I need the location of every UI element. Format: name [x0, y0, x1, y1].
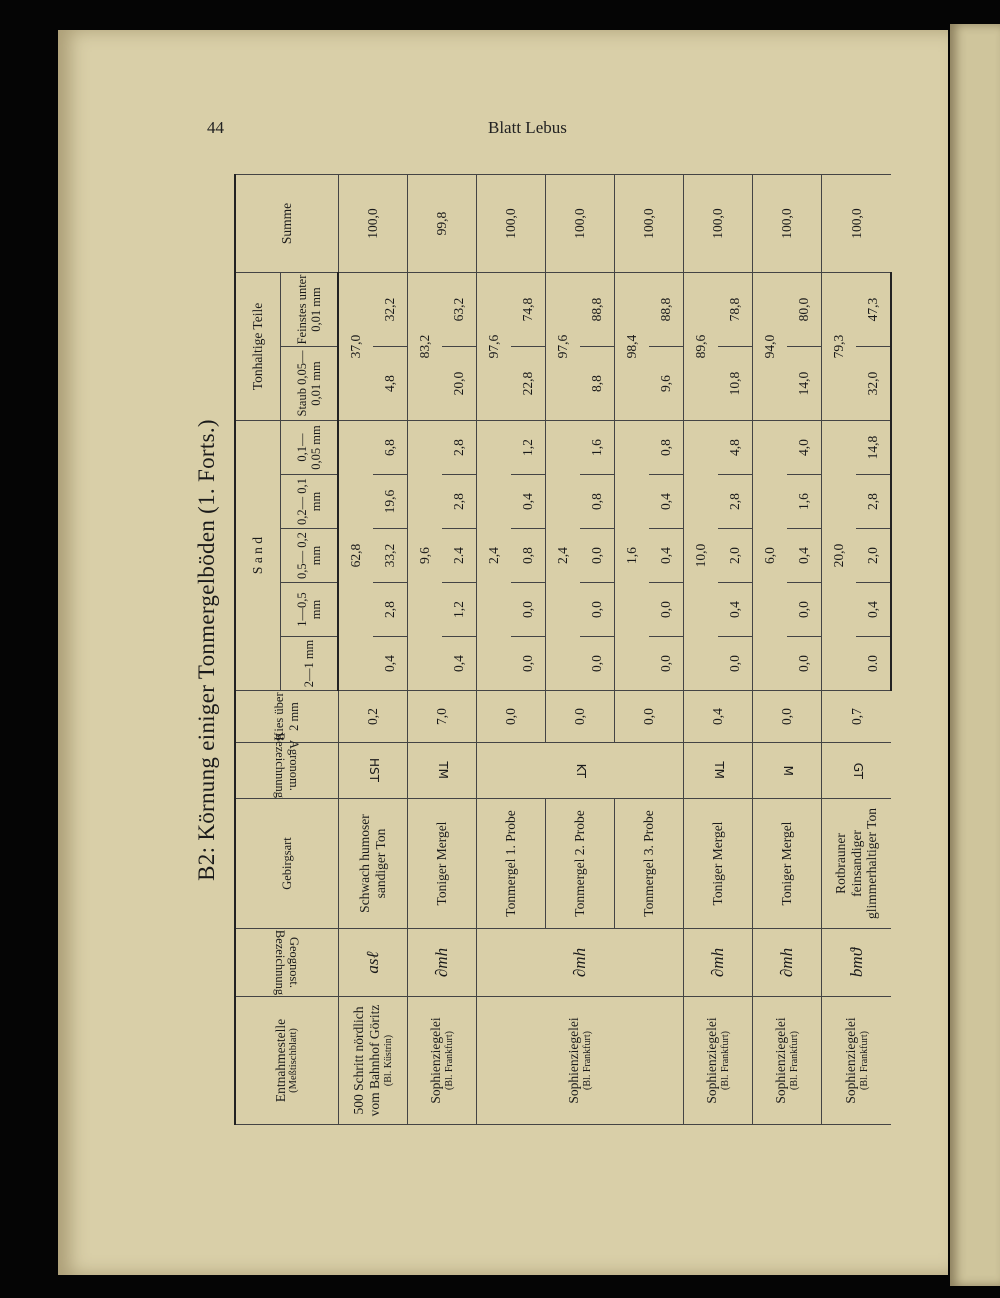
header-agro	[235, 732, 338, 799]
header-clay: Tonhaltige Teile	[235, 273, 281, 421]
geo-code-cell: ∂mh	[684, 929, 753, 997]
sand-fraction-cell: 1,2	[442, 583, 477, 637]
sand-total-cell: 6,0	[753, 421, 788, 691]
clay-total-cell: 98,4	[615, 273, 650, 421]
table-body	[338, 175, 891, 1125]
sand-fraction-cell: 0,0	[649, 637, 684, 691]
agro-code-cell-text: TM	[435, 761, 450, 780]
sum-cell: 100,0	[546, 175, 615, 273]
sand-fraction-cell: 0,4	[718, 583, 753, 637]
sand-total-cell: 2,4	[546, 421, 581, 691]
sand-fraction-cell: 4,0	[787, 421, 822, 475]
clay-fraction-cell: 47,3	[856, 273, 891, 347]
gravel-cell: 0,0	[477, 691, 546, 743]
location-sheet: (Bl. Frankfurt)	[582, 1031, 593, 1090]
sand-fraction-cell: 0,8	[649, 421, 684, 475]
geo-code-cell: ∂mh	[408, 929, 477, 997]
soil-type-cell: Tonmergel 2. Probe	[546, 799, 615, 929]
sand-total-cell: 10,0	[684, 421, 719, 691]
location-sheet: (Bl. Frankfurt)	[444, 1031, 455, 1090]
sand-fraction-cell: 0,4	[856, 583, 891, 637]
sand-total-cell: 62,8	[338, 421, 373, 691]
location-cell	[822, 997, 892, 1125]
agro-code-cell	[477, 743, 684, 799]
sand-fraction-cell: 0,0	[787, 583, 822, 637]
header-location-sub: (Meßtischblatt)	[288, 1028, 300, 1093]
sand-fraction-cell: 2,8	[442, 475, 477, 529]
sand-fraction-cell: 0,0	[580, 637, 615, 691]
table-row	[753, 175, 788, 1125]
header-geo	[235, 929, 338, 997]
clay-fraction-cell: 10,8	[718, 347, 753, 421]
header-sand-01-005: 0,1— 0,05 mm	[281, 421, 339, 475]
gravel-cell: 0,0	[615, 691, 684, 743]
clay-fraction-cell: 14,0	[787, 347, 822, 421]
sand-fraction-cell: 0,4	[511, 475, 546, 529]
sum-cell: 99,8	[408, 175, 477, 273]
header-sand-2-1: 2—1 mm	[281, 637, 339, 691]
sand-fraction-cell: 19,6	[373, 475, 408, 529]
soil-type-cell: Toniger Mergel	[753, 799, 822, 929]
location-name: Sophienziegelei	[428, 1017, 444, 1104]
header-soil: Gebirgsart	[235, 799, 338, 929]
sum-cell: 100,0	[477, 175, 546, 273]
location-cell	[684, 997, 753, 1125]
header-sand: S a n d	[235, 421, 281, 691]
location-name: 500 Schritt nördlich vom Bahnhof Göritz	[351, 1004, 382, 1117]
clay-total-cell: 94,0	[753, 273, 788, 421]
location-cell	[477, 997, 684, 1125]
agro-code-cell-text: TM	[711, 761, 726, 780]
table-row	[338, 175, 373, 1125]
agro-code-cell	[408, 743, 477, 799]
agro-code-cell	[338, 743, 408, 799]
agro-code-cell	[822, 743, 892, 799]
sand-fraction-cell: 0,4	[649, 475, 684, 529]
sand-total-cell: 2,4	[477, 421, 512, 691]
clay-total-cell: 89,6	[684, 273, 719, 421]
location-sheet: (Bl. Frankfurt)	[789, 1031, 800, 1090]
soil-type-cell: Toniger Mergel	[684, 799, 753, 929]
sand-fraction-cell: 0,4	[373, 637, 408, 691]
geo-code-cell: bmϑ	[822, 929, 892, 997]
table-caption: B2: Körnung einiger Tonmergelböden (1. Forts.)	[194, 419, 219, 881]
sum-cell: 100,0	[338, 175, 408, 273]
sum-cell: 100,0	[822, 175, 892, 273]
location-sheet: (Bl. Frankfurt)	[858, 1031, 870, 1090]
clay-total-cell: 97,6	[546, 273, 581, 421]
location-sheet: (Bl. Küstrin)	[382, 1034, 394, 1087]
clay-fraction-cell: 32,0	[856, 347, 891, 421]
soil-type-cell: Schwach humoser sandiger Ton	[338, 799, 408, 929]
location-name: Sophienziegelei	[704, 1017, 720, 1104]
location-sheet: (Bl. Frankfurt)	[720, 1031, 731, 1090]
sum-cell: 100,0	[753, 175, 822, 273]
sand-fraction-cell: 2,8	[856, 475, 891, 529]
sand-fraction-cell: 2,8	[373, 583, 408, 637]
running-title: Blatt Lebus	[488, 118, 567, 137]
location-cell	[408, 997, 477, 1125]
sand-fraction-cell: 0,0	[511, 637, 546, 691]
clay-fraction-cell: 88,8	[649, 273, 684, 347]
header-clay-fine: Feinstes unter 0,01 mm	[281, 273, 339, 347]
sand-fraction-cell: 0,8	[511, 529, 546, 583]
sum-cell: 100,0	[684, 175, 753, 273]
sand-fraction-cell: 0,4	[442, 637, 477, 691]
header-sand-1-05: 1—0,5 mm	[281, 583, 339, 637]
location-cell	[753, 997, 822, 1125]
header-geo-label: Geognost. Bezeichnung	[272, 929, 302, 996]
gravel-cell: 0,7	[822, 691, 892, 743]
sand-total-cell: 1,6	[615, 421, 650, 691]
header-clay-dust: Staub 0,05— 0,01 mm	[281, 347, 339, 421]
clay-fraction-cell: 22,8	[511, 347, 546, 421]
gravel-cell: 0,2	[338, 691, 408, 743]
sand-fraction-cell: 2.4	[442, 529, 477, 583]
header-sum: Summe	[235, 175, 338, 273]
sand-fraction-cell: 0,0	[787, 637, 822, 691]
agro-code-cell-text: M	[780, 765, 795, 776]
sand-fraction-cell: 4,8	[718, 421, 753, 475]
sand-fraction-cell: 0,0	[511, 583, 546, 637]
sand-fraction-cell: 2,8	[718, 475, 753, 529]
sand-fraction-cell: 0.0	[856, 637, 891, 691]
soil-type-cell: Tonmergel 1. Probe	[477, 799, 546, 929]
header-location-label: Entnahmestelle	[272, 1018, 288, 1103]
table-row	[408, 175, 443, 1125]
sand-fraction-cell: 0,0	[718, 637, 753, 691]
sand-fraction-cell: 0,0	[649, 583, 684, 637]
clay-total-cell: 37,0	[338, 273, 373, 421]
clay-fraction-cell: 80,0	[787, 273, 822, 347]
sand-total-cell: 20,0	[822, 421, 857, 691]
sand-fraction-cell: 1,6	[580, 421, 615, 475]
location-name: Sophienziegelei	[566, 1017, 582, 1104]
next-page-edge	[950, 24, 1000, 1286]
clay-fraction-cell: 78,8	[718, 273, 753, 347]
header-location	[235, 997, 338, 1125]
gravel-cell: 0,0	[753, 691, 822, 743]
header-agro-label: Agronom. Bezeichnung	[272, 732, 302, 799]
agro-code-cell-text: KT	[573, 763, 588, 778]
clay-total-cell: 83,2	[408, 273, 443, 421]
geo-code-cell: ∂mh	[477, 929, 684, 997]
clay-total-cell: 97,6	[477, 273, 512, 421]
geo-code-cell: asℓ	[338, 929, 408, 997]
table-header	[235, 175, 338, 1125]
soil-type-cell: Tonmergel 3. Probe	[615, 799, 684, 929]
clay-fraction-cell: 8,8	[580, 347, 615, 421]
sand-fraction-cell: 0,8	[580, 475, 615, 529]
page-number: 44	[207, 118, 224, 137]
table-row	[822, 175, 857, 1125]
soil-type-cell: Rotbrauner feinsandiger glimmerhaltiger Ton	[822, 799, 892, 929]
clay-fraction-cell: 20,0	[442, 347, 477, 421]
sand-fraction-cell: 0,4	[787, 529, 822, 583]
clay-total-cell: 79,3	[822, 273, 857, 421]
soil-type-cell: Toniger Mergel	[408, 799, 477, 929]
sand-fraction-cell: 0,0	[580, 583, 615, 637]
rotated-table-area	[190, 175, 881, 1125]
header-sand-02-01: 0,2— 0,1 mm	[281, 475, 339, 529]
sand-fraction-cell: 0,4	[649, 529, 684, 583]
sand-fraction-cell: 1,6	[787, 475, 822, 529]
header-sand-05-02: 0,5— 0,2 mm	[281, 529, 339, 583]
gravel-cell: 0,0	[546, 691, 615, 743]
agro-code-cell-text: GT	[850, 762, 865, 779]
table-row	[684, 175, 719, 1125]
clay-fraction-cell: 63,2	[442, 273, 477, 347]
sand-fraction-cell: 14,8	[856, 421, 891, 475]
sand-fraction-cell: 2,0	[718, 529, 753, 583]
clay-fraction-cell: 4,8	[373, 347, 408, 421]
clay-fraction-cell: 74,8	[511, 273, 546, 347]
agro-code-cell	[753, 743, 822, 799]
sand-fraction-cell: 2,0	[856, 529, 891, 583]
header-gravel: Kies über 2 mm	[235, 691, 338, 743]
agro-code-cell-text: HST	[366, 758, 381, 783]
gravel-cell: 0,4	[684, 691, 753, 743]
agro-code-cell	[684, 743, 753, 799]
location-name: Sophienziegelei	[842, 1017, 858, 1104]
table-row	[477, 175, 512, 1125]
sand-fraction-cell: 6,8	[373, 421, 408, 475]
sand-fraction-cell: 0,0	[580, 529, 615, 583]
geo-code-cell: ∂mh	[753, 929, 822, 997]
sand-fraction-cell: 2,8	[442, 421, 477, 475]
clay-fraction-cell: 32,2	[373, 273, 408, 347]
sum-cell: 100,0	[615, 175, 684, 273]
sand-fraction-cell: 1,2	[511, 421, 546, 475]
grain-size-table	[234, 174, 892, 1125]
gravel-cell: 7,0	[408, 691, 477, 743]
location-cell	[338, 997, 408, 1125]
clay-fraction-cell: 88,8	[580, 273, 615, 347]
location-name: Sophienziegelei	[773, 1017, 789, 1104]
clay-fraction-cell: 9,6	[649, 347, 684, 421]
sand-total-cell: 9,6	[408, 421, 443, 691]
sand-fraction-cell: 33,2	[373, 529, 408, 583]
